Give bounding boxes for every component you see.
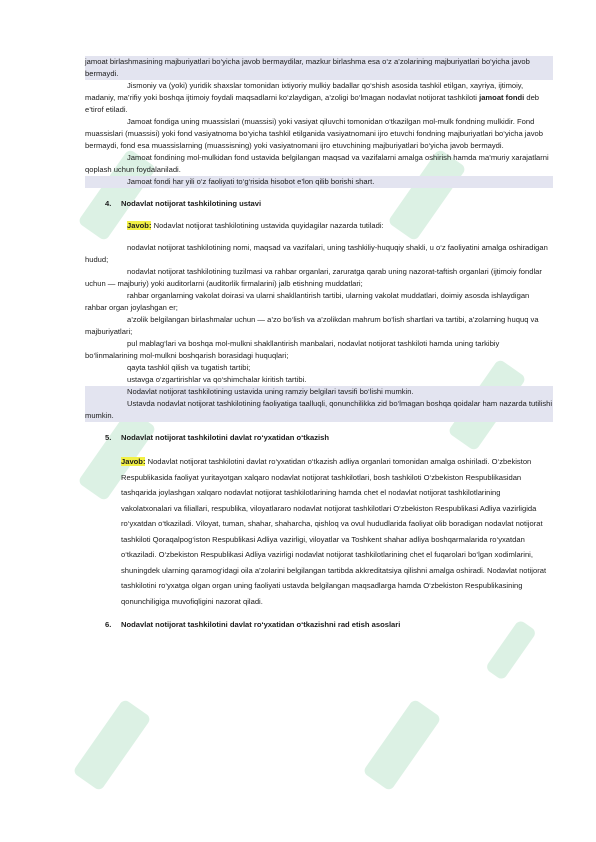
list-item: rahbar organlarning vakolat doirasi va ularni shakllantirish tartibi, ularning vakolat muddatlari, doimiy asosda ishlaydigan rahbar organ joylashgan er; — [85, 291, 530, 312]
section-heading: 4. Nodavlat notijorat tashkilotining ustavi — [105, 199, 262, 208]
bold-term: jamoat fondi — [479, 93, 525, 102]
answer-intro: Javob: Nodavlat notijorat tashkilotining ustavida quyidagilar nazarda tutiladi: — [127, 221, 384, 230]
section-heading: 6. Nodavlat notijorat tashkilotini davlat ro‘yxatidan o‘tkazishni rad etish asoslari — [105, 620, 401, 629]
paragraph: Jamoat fondiga uning muassislari (muassisi) yoki vasiyat qiluvchi tomonidan o‘tkazilgan mol-mulk fondning mulkidir. Fond muassislari (muassisi) yoki fond vasiyatnoma bo‘yicha tashkil etilganida vasiyatnomani ijro etuvchi fondning majburiyatlari bo‘yicha javob bermaydi, fond esa muassislarning (muassisning) yoki vasiyatnomani ijro etuvchining majburiyatlari bo‘yicha javob bermaydi. — [85, 117, 543, 150]
answer-label: Javob: — [121, 457, 146, 466]
answer-block: Javob: Nodavlat notijorat tashkilotini davlat ro‘yxatidan o‘tkazish adliya organlari tomonidan amalga oshiriladi. O‘zbekiston Respublikasida faoliyat yuritayotgan xalqaro nodavlat notijorat tashkilotlari, bosh tashkiloti O‘zbekiston Respublikasidan tashqarida joylashgan xalqaro nodavlat notijorat tashkilotlarining hamda chet el nodavlat notijorat tashkilotlarining vakolatxonalari va filiallari, respublika, viloyatlararo nodavlat notijorat tashkilotlari O‘zbekiston Respublikasi Adliya vazirligida ro‘yxatdan o‘tkaziladi. Viloyat, tuman, shahar, shaharcha, qishloq va ovul hududlarida faoliyat olib boradigan nodavlat notijorat tashkiloti Qoraqalpog‘iston Respublikasi Adliya vazirligi, viloyatlar va Toshkent shahar adliya boshqarmalarida ro‘yxatdan o‘tkaziladi. O‘zbekiston Respublikasi Adliya vazirligi nodavlat notijorat tashkilotlarining chet el fuqarolari bo‘lgan xodimlarini, shuningdek ularning qaramog‘idagi oila a’zolarini belgilangan tartibda akkreditatsiya qilishni amalga oshiradi. Nodavlat notijorat tashkilotini ro‘yxatga olgan organ uning faoliyati ustavda belgilangan maqsadlarga hamda O‘zbekiston Respublikasining qonunchiligiga muvofiqligini nazorat qiladi. — [121, 457, 547, 606]
section-heading: 5. Nodavlat notijorat tashkilotini davlat ro‘yxatidan o‘tkazish — [105, 433, 330, 442]
paragraph: Jamoat fondining mol-mulkidan fond ustavida belgilangan maqsad va vazifalarni amalga oshirish hamda ma’muriy xarajatlarni qoplash uchun foydalaniladi. — [85, 153, 549, 174]
answer-label: Javob: — [127, 221, 152, 230]
list-item: ustavga o‘zgartirishlar va qo‘shimchalar kiritish tartibi. — [127, 375, 307, 384]
watermark-shape — [72, 698, 151, 791]
list-item: nodavlat notijorat tashkilotining tuzilmasi va rahbar organlari, zaruratga qarab uning nazorat-taftish organlari (ijtimoiy fondlar uchun — majburiy) yoki auditorlarni (auditorlik firmalarini) jalb etishning muddatlari; — [85, 267, 542, 288]
paragraph: Ustavda nodavlat notijorat tashkilotining faoliyatiga taalluqli, qonunchilikka zid bo‘lmagan boshqa qoidalar ham nazarda tutilishi mumkin. — [85, 399, 553, 420]
paragraph: Nodavlat notijorat tashkilotining ustavida uning ramziy belgilari tavsifi bo‘lishi mumkin. — [85, 386, 553, 398]
watermark-shape — [362, 698, 441, 791]
document-page — [85, 56, 553, 641]
paragraph: Jismoniy va (yoki) yuridik shaxslar tomonidan ixtiyoriy mulkiy badallar qo‘shish asosida tashkil etilgan, xayriya, ijtimoiy, madaniy, ma’rifiy yoki boshqa ijtimoiy foydali maqsadlarni ko‘zlaydigan, a’zoligi bo‘lmagan nodavlat notijorat tashkiloti jamoat fondi deb e’tirof etiladi. — [85, 81, 540, 114]
list-item: pul mablag‘lari va boshqa mol-mulkni shakllantirish manbalari, nodavlat notijorat tashkiloti hamda uning tarkibiy bo‘linmalarining mol-mulkni boshqarish borasidagi huquqlari; — [85, 339, 500, 360]
paragraph: Jamoat fondi har yili o‘z faoliyati to‘g‘risida hisobot e’lon qilib borishi shart. — [85, 176, 553, 188]
paragraph: jamoat birlashmasining majburiyatlari bo‘yicha javob bermaydilar, mazkur birlashma esa o‘z a’zolarining majburiyatlari bo‘yicha javob bermaydi. — [85, 56, 553, 80]
list-item: a’zolik belgilangan birlashmalar uchun — a’zo bo‘lish va a’zolikdan mahrum bo‘lish shartlari va tartibi, a’zolarning huquq va majburiyatlari; — [85, 315, 539, 336]
list-item: nodavlat notijorat tashkilotining nomi, maqsad va vazifalari, uning tashkiliy-huquqiy shakli, u o‘z faoliyatini amalga oshiradigan hudud; — [85, 243, 548, 264]
list-item: qayta tashkil qilish va tugatish tartibi; — [127, 363, 251, 372]
